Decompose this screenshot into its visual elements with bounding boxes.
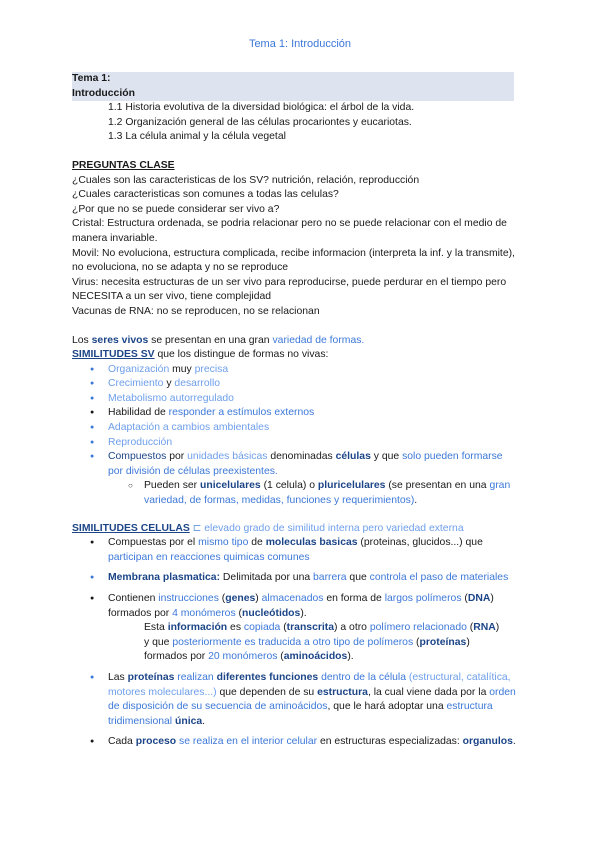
list-item: ● Compuestas por el mismo tipo de moleculas basicas (proteinas, glucidos...) que participan en reacciones quimicas comunes	[72, 536, 520, 565]
page-header: Tema 1: Introducción	[248, 38, 352, 50]
list-item: ● Reproducción	[72, 436, 520, 451]
similitudes-celulas-line: SIMILITUDES CELULAS ⊏ elevado grado de similitud interna pero variedad externa	[72, 522, 464, 534]
question: ¿Cuales caracteristicas son comunes a todas las celulas?	[72, 189, 339, 201]
list-item: ○ Pueden ser unicelulares (1 celula) o pluricelulares (se presentan en una gran variedad, de formas, medidas, funciones y requerimientos).	[72, 479, 520, 508]
similitudes-celulas-section	[72, 522, 520, 750]
seres-vivos-section	[72, 334, 520, 509]
answer-movil: Movil: No evoluciona, estructura complicada, recibe informacion (interpreta la inf. y la transmite), no evoluciona, no se adapta y no se reproduce	[72, 247, 515, 274]
toc-item: 1.1 Historia evolutiva de la diversidad biológica: el árbol de la vida.	[108, 102, 415, 114]
similitudes-sv-list	[72, 363, 520, 480]
answer-cristal: Cristal: Estructura ordenada, se podria relacionar pero no se puede relacionar con el medio de manera invariable.	[72, 218, 507, 244]
tema-heading: Tema 1:	[72, 72, 514, 87]
list-item: ● Compuestos por unidades básicas denominadas células y que solo pueden formarse por división de células preexistentes.	[72, 450, 520, 479]
similitudes-celulas-heading: SIMILITUDES CELULAS	[72, 522, 190, 534]
question: ¿Cuales son las caracteristicas de los SV? nutrición, relación, reproducción	[72, 174, 420, 186]
toc-item: 1.3 La célula animal y la célula vegetal	[108, 131, 286, 143]
tema-title: Introducción	[72, 87, 514, 102]
similitudes-celulas-list	[72, 536, 520, 621]
answer-vacunas: Vacunas de RNA: no se reproducen, no se relacionan	[72, 305, 320, 317]
toc-item: 1.2 Organización general de las células procariontes y eucariotas.	[108, 116, 412, 128]
list-item: ● Cada proceso se realiza en el interior celular en estructuras especializadas: organulos.	[72, 735, 520, 750]
preguntas-heading: PREGUNTAS CLASE	[72, 159, 175, 171]
list-item: ● Adaptación a cambios ambientales	[72, 421, 520, 436]
list-item: ● Las proteínas realizan diferentes funciones dentro de la célula (estructural, catalítica, motores moleculares...) que dependen de su estructura, la cual viene dada por la orden de disposición de su secuencia de aminoácidos, que le hará adoptar una estructura tridimensional única.	[72, 671, 520, 729]
monomers-line: formados por 20 monómeros (aminoácidos).	[144, 651, 354, 663]
preguntas-section	[72, 159, 520, 320]
list-item: ● Habilidad de responder a estímulos externos	[72, 406, 520, 421]
list-item: ● Contienen instrucciones (genes) almacenados en forma de largos polímeros (DNA) formados por 4 monómeros (nucleótidos).	[72, 592, 520, 621]
translation-line: y que posteriormente es traducida a otro tipo de polímeros (proteínas)	[144, 636, 470, 648]
list-item: ● Organización muy precisa	[72, 363, 520, 378]
seres-vivos-intro: Los seres vivos se presentan en una gran variedad de formas.	[72, 334, 365, 346]
answer-virus: Virus: necesita estructuras de un ser vivo para reproducirse, puede perdurar en el tiempo pero NECESITA a un ser vivo, tiene complejidad	[72, 276, 507, 303]
similitudes-celulas-list-2	[72, 671, 520, 750]
list-item: ● Membrana plasmatica: Delimitada por una barrera que controla el paso de materiales	[72, 571, 520, 586]
list-item: ● Crecimiento y desarrollo	[72, 377, 520, 392]
similitudes-sv-heading: SIMILITUDES SV	[72, 349, 155, 361]
similitudes-sv-line: SIMILITUDES SV que los distingue de formas no vivas:	[72, 349, 329, 361]
list-item: ● Metabolismo autorregulado	[72, 392, 520, 407]
transcription-line: Esta información es copiada (transcrita) a otro polímero relacionado (RNA)	[144, 622, 500, 634]
question: ¿Por que no se puede considerar ser vivo a?	[72, 203, 280, 215]
cell-types-list	[72, 479, 520, 508]
document-body	[72, 72, 520, 750]
